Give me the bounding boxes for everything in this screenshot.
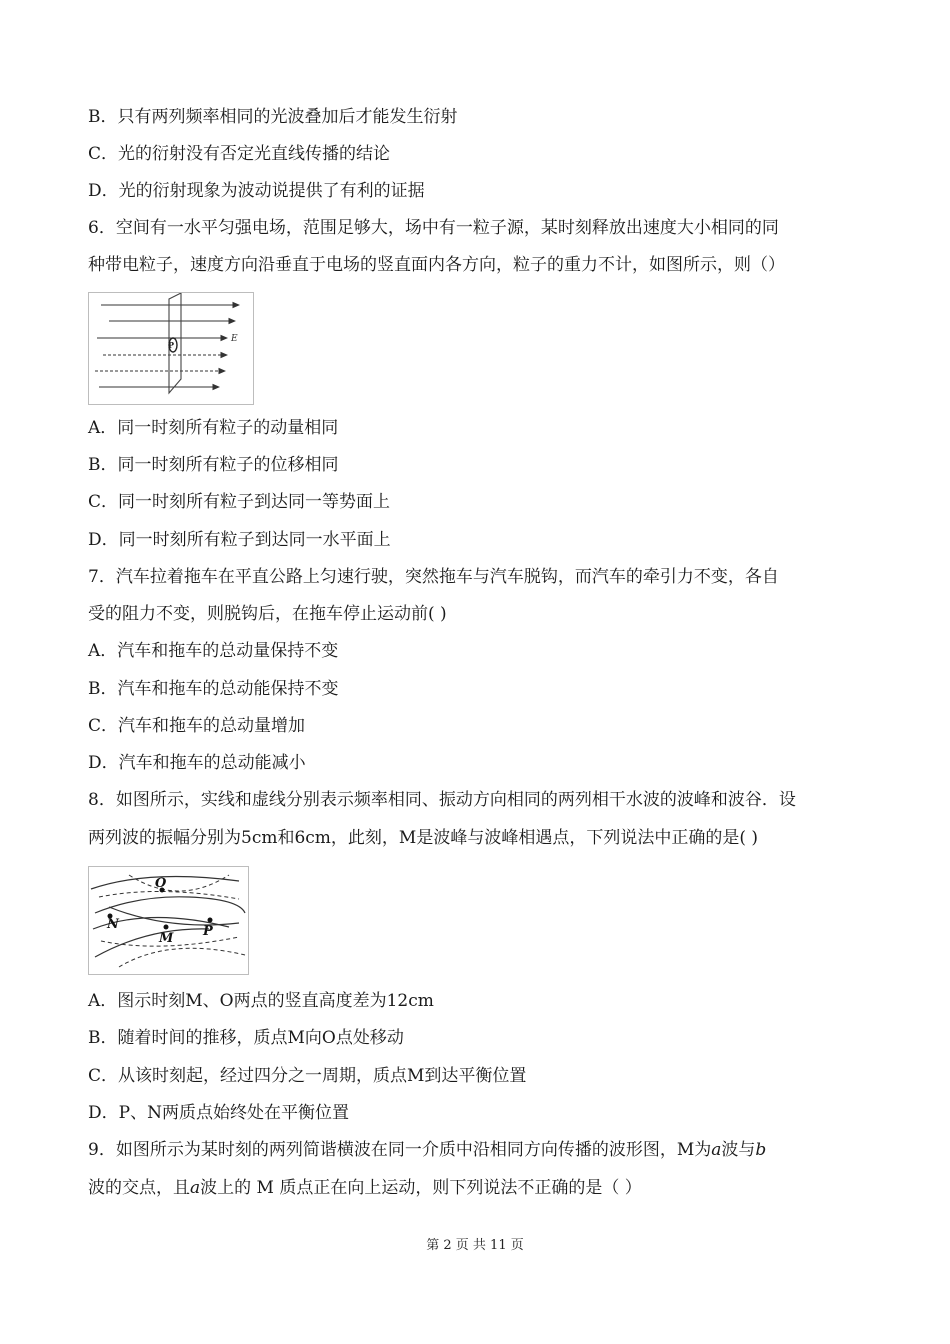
var-b: b [755, 1140, 767, 1160]
question-line: D．汽车和拖车的总动能减小 [88, 753, 306, 773]
var-a: a [190, 1178, 201, 1198]
question-line: B．只有两列频率相同的光波叠加后才能发生衍射 [88, 107, 458, 127]
question-line: 9．如图所示为某时刻的两列简谐横波在同一介质中沿相同方向传播的波形图，M为a波与b [88, 1140, 767, 1160]
question-line: B．同一时刻所有粒子的位移相同 [88, 455, 339, 475]
question-line: 两列波的振幅分别为5cm和6cm，此刻，M是波峰与波峰相遇点，下列说法中正确的是( ) [88, 828, 758, 848]
field-label-e: E [231, 334, 238, 344]
electric-field-diagram [89, 293, 253, 404]
question-line: 7．汽车拉着拖车在平直公路上匀速行驶，突然拖车与汽车脱钩，而汽车的牵引力不变，各自 [88, 567, 779, 587]
question-line: D．光的衍射现象为波动说提供了有利的证据 [88, 181, 425, 201]
label-n: N [107, 917, 119, 932]
question-line: C．光的衍射没有否定光直线传播的结论 [88, 144, 391, 164]
label-m: M [159, 931, 174, 946]
question-line: C．同一时刻所有粒子到达同一等势面上 [88, 492, 391, 512]
question-line: A．同一时刻所有粒子的动量相同 [88, 418, 339, 438]
question-line: 受的阻力不变，则脱钩后，在拖车停止运动前( ) [88, 604, 447, 624]
source-label: P [168, 340, 175, 350]
page-footer: 第 2 页 共 11 页 [426, 1238, 524, 1253]
var-a: a [711, 1140, 722, 1160]
label-o: O [155, 876, 167, 891]
label-p: P [203, 924, 213, 939]
question-line: A．图示时刻M、O两点的竖直高度差为12cm [88, 991, 434, 1011]
question-line: B．随着时间的推移，质点M向O点处移动 [88, 1028, 404, 1048]
electric-field-figure [88, 292, 254, 405]
question-line: B．汽车和拖车的总动能保持不变 [88, 679, 339, 699]
question-line: D．同一时刻所有粒子到达同一水平面上 [88, 530, 391, 550]
question-line: A．汽车和拖车的总动量保持不变 [88, 641, 339, 661]
question-line: 波的交点，且a波上的 M 质点正在向上运动，则下列说法不正确的是（ ） [88, 1178, 642, 1198]
question-line: C．从该时刻起，经过四分之一周期，质点M到达平衡位置 [88, 1066, 527, 1086]
question-line: 种带电粒子，速度方向沿垂直于电场的竖直面内各方向，粒子的重力不计，如图所示，则（） [88, 255, 785, 275]
question-line: C．汽车和拖车的总动量增加 [88, 716, 306, 736]
water-wave-figure [88, 866, 249, 975]
question-line: 6．空间有一水平匀强电场，范围足够大，场中有一粒子源，某时刻释放出速度大小相同的同 [88, 218, 779, 238]
question-line: 8．如图所示，实线和虚线分别表示频率相同、振动方向相同的两列相干水波的波峰和波谷．设 [88, 790, 796, 810]
wave-interference-diagram [89, 867, 248, 974]
question-line: D．P、N两质点始终处在平衡位置 [88, 1103, 349, 1123]
